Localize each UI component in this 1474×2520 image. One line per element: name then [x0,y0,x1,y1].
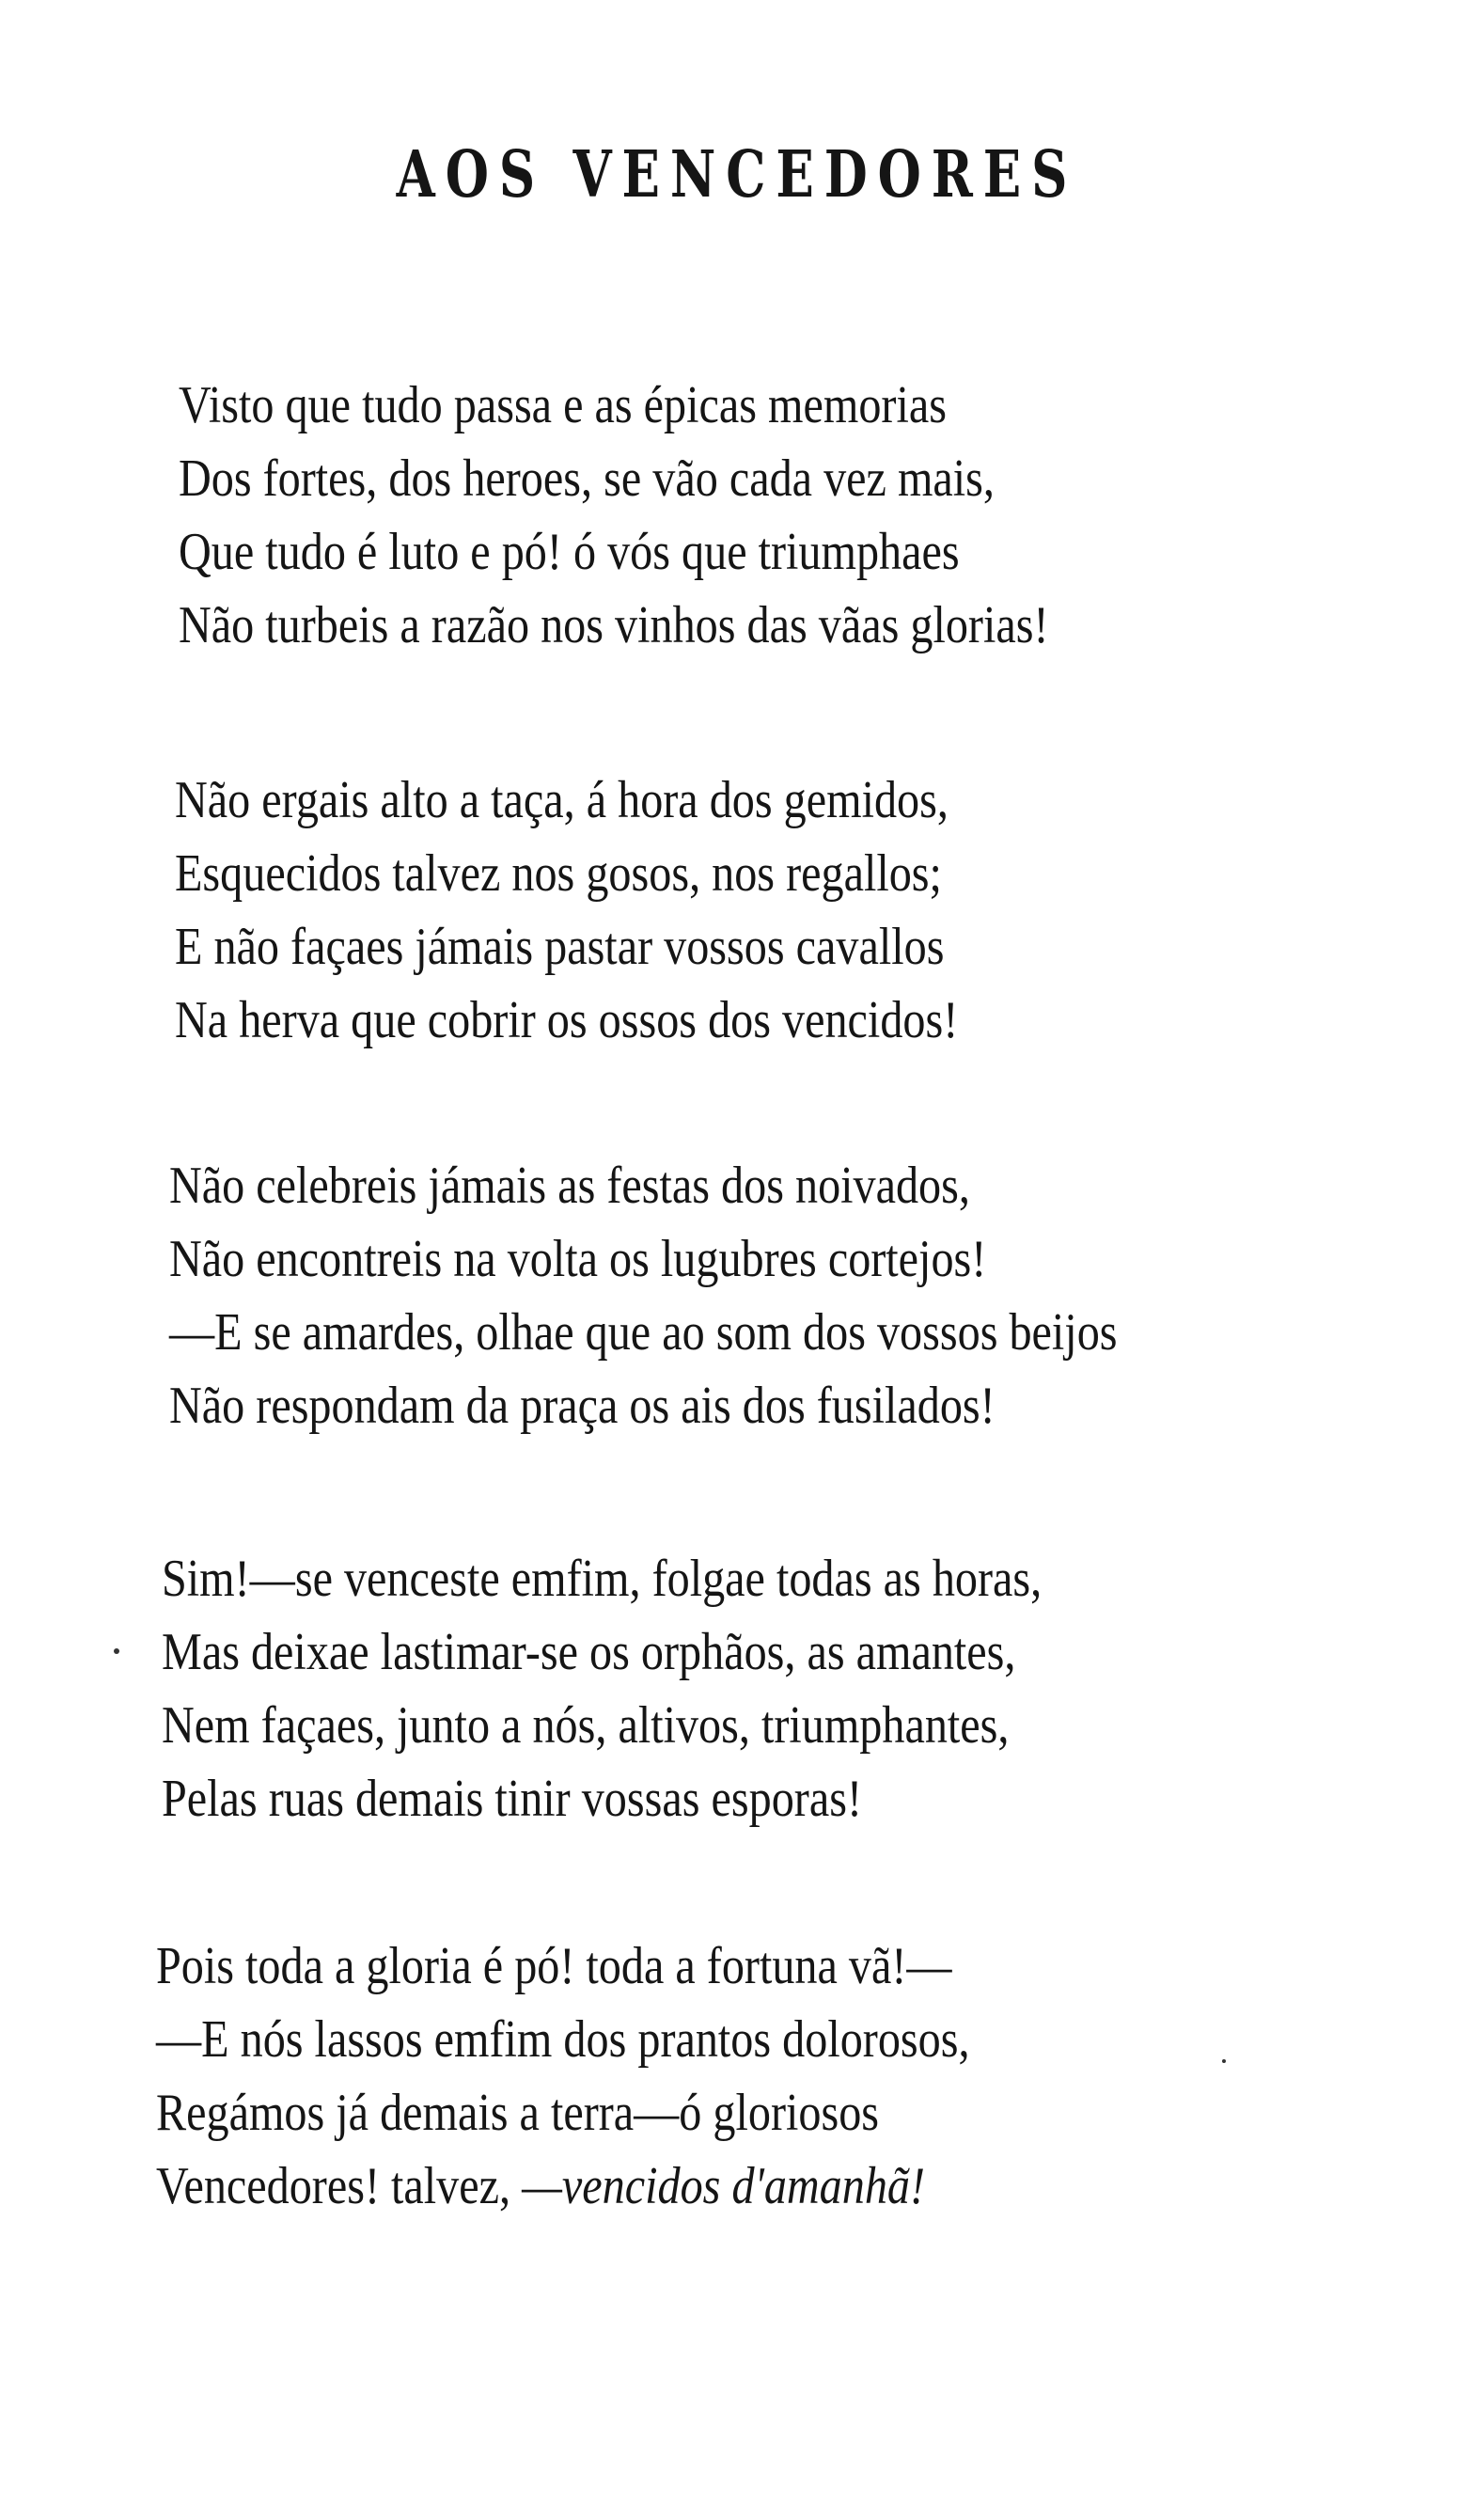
stanza-5-line-3: Regámos já demais a terra—ó gloriosos [156,2084,880,2142]
stanza-1-line-3: Que tudo é luto e pó! ó vós que triumphaes [179,523,960,581]
stanza-1-line-4: Não turbeis a razão nos vinhos das vãas glorias! [179,596,1049,654]
stanza-4-line-3: Nem façaes, junto a nós, altivos, triumphantes, [162,1696,1010,1755]
stanza-2 [175,764,1086,1057]
ink-speck [114,1648,119,1654]
stanza-3-line-3: —E se amardes, olhae que ao som dos vossos beijos [169,1303,1118,1362]
stanza-5-line-4-roman: Vencedores! talvez, [156,2157,523,2215]
stanza-5-line-1: Pois toda a gloria é pó! toda a fortuna vã!— [156,1937,952,1995]
stanza-3-line-1: Não celebreis jámais as festas dos noivados, [169,1157,970,1215]
stanza-3-line-2: Não encontreis na volta os lugubres cortejos! [169,1230,987,1288]
stanza-1-line-2: Dos fortes, dos heroes, se vão cada vez mais, [179,449,995,508]
stanza-3 [169,1149,1272,1442]
stanza-4 [162,1542,1185,1835]
stanza-3-line-4: Não respondam da praça os ais dos fusilados! [169,1377,996,1435]
stanza-4-line-4: Pelas ruas demais tinir vossas esporas! [162,1770,863,1828]
stanza-2-line-4: Na herva que cobrir os ossos dos vencidos! [175,991,959,1049]
stanza-2-line-1: Não ergais alto a taça, á hora dos gemidos, [175,771,949,829]
stanza-4-line-2: Mas deixae lastimar-se os orphãos, as amantes, [162,1623,1016,1681]
stanza-1 [179,369,1190,662]
stanza-4-line-1: Sim!—se venceste emfim, folgae todas as horas, [162,1550,1043,1608]
stanza-5-line-4 [156,2150,970,2223]
stanza-2-line-3: E não façaes jámais pastar vossos cavallos [175,918,945,976]
stanza-5-line-4-italic: —vencidos d'amanhã! [522,2157,926,2215]
stanza-5 [156,1929,1102,2223]
ink-speck [1222,2059,1226,2063]
stanza-1-line-1: Visto que tudo passa e as épicas memorias [179,376,947,434]
stanza-5-line-2: —E nós lassos emfim dos prantos dolorosos, [156,2010,970,2069]
stanza-2-line-2: Esquecidos talvez nos gosos, nos regallos; [175,844,942,903]
poem-title: AOS VENCEDORES [396,137,1078,213]
